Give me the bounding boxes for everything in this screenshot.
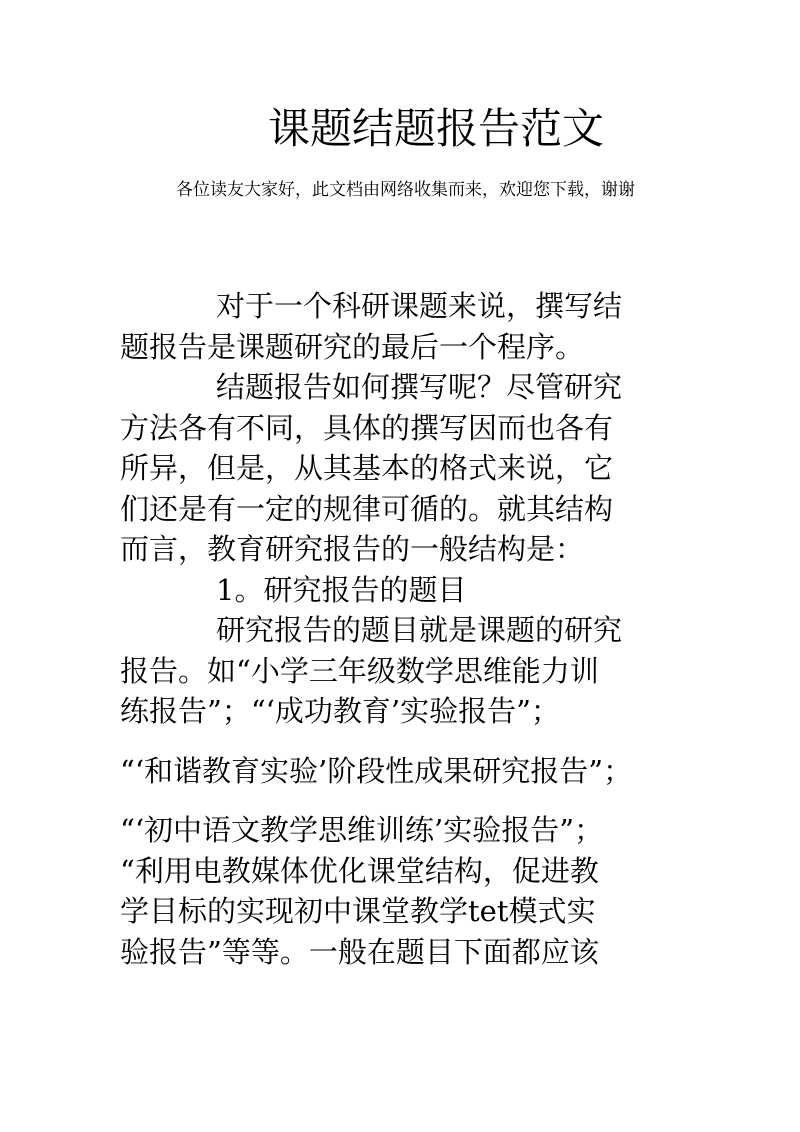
body-line: “利用电教媒体优化课堂结构，促进教 [120, 853, 599, 888]
download-notice: 各位读友大家好，此文档由网络收集而来，欢迎您下载，谢谢 [176, 180, 635, 200]
document-title: 课题结题报告范文 [268, 104, 605, 153]
body-line: 报告。如“小学三年级数学思维能力训 [120, 653, 599, 688]
body-line: 研究报告的题目就是课题的研究 [216, 613, 623, 647]
section-heading: 1。研究报告的题目 [216, 572, 467, 607]
body-line: 们还是有一定的规律可循的。就其结构 [120, 491, 614, 526]
body-line: 练报告”；“‘成功教育’实验报告”； [120, 694, 560, 728]
body-line: 题报告是课题研究的最后一个程序。 [120, 329, 585, 364]
body-line: 验报告”等等。一般在题目下面都应该 [120, 934, 599, 969]
document-body [120, 286, 700, 972]
body-line: 学目标的实现初中课堂教学tet模式实 [120, 894, 596, 928]
body-line: 对于一个科研课题来说，撰写结 [216, 289, 623, 323]
body-line: “‘和谐教育实验’阶段性成果研究报告”； [120, 753, 633, 788]
body-line: “‘初中语文教学思维训练’实验报告”； [120, 813, 604, 847]
body-line: 所异，但是，从其基本的格式来说，它 [120, 451, 614, 485]
body-line: 而言，教育研究报告的一般结构是： [120, 532, 585, 566]
body-line: 方法各有不同，具体的撰写因而也各有 [120, 410, 614, 445]
body-line: 结题报告如何撰写呢？尽管研究 [216, 370, 623, 404]
